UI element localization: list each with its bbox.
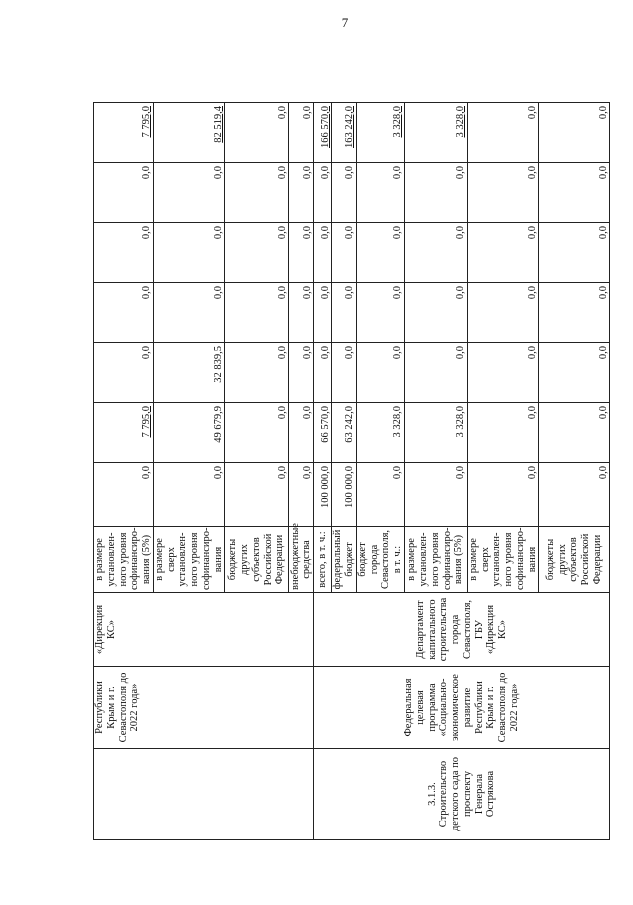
funding-source-cell [467,527,539,593]
funding-source-cell-text: внебюджетные средства [289,523,313,590]
value-cell-text: 0,0 [526,226,538,240]
value-cell-text: 0,0 [392,166,403,180]
value-cell [539,463,610,527]
value-cell-text: 0,0 [344,226,355,240]
value-cell-text: 0,0 [276,106,288,120]
value-cell [332,103,357,163]
value-cell-text: 3 328,0 [392,106,403,138]
value-cell [153,103,225,163]
value-cell-text: 3 328,0 [392,406,403,438]
value-cell-text: 7 795,0 [141,106,152,138]
value-cell-text: 0,0 [301,346,313,360]
value-cell-text: 49 679,9 [212,406,224,443]
value-cell [314,403,332,463]
value-cell [332,163,357,223]
value-cell [94,103,154,163]
funding-source-cell [94,527,154,593]
funding-source-cell [153,527,225,593]
value-cell [289,223,314,283]
value-cell-text: 0,0 [319,286,331,300]
value-cell [404,103,467,163]
value-cell [467,103,539,163]
value-cell-text: 0,0 [212,226,224,240]
funding-source-cell-text: всего, в т. ч.: [316,531,328,588]
value-cell-text: 0,0 [526,166,538,180]
value-cell-text: 0,0 [301,286,313,300]
value-cell-text: 0,0 [392,286,403,300]
funding-source-cell-text: бюджет города Севастополя, в т. ч.: [356,529,403,590]
value-cell [314,343,332,403]
value-cell [94,343,154,403]
value-cell [289,283,314,343]
value-cell [314,163,332,223]
event-cell [314,749,610,840]
value-cell [539,283,610,343]
executor-cell [314,593,610,667]
value-cell [314,103,332,163]
value-cell-text: 0,0 [344,286,355,300]
value-cell-text: 0,0 [319,166,331,180]
value-cell [153,403,225,463]
value-cell [94,283,154,343]
value-cell-text: 0,0 [597,346,609,360]
value-cell-text: 0,0 [141,166,152,180]
funding-source-cell-text: в размере установлен-ного уровня софинансиро-вания (5%) [406,527,465,590]
value-cell [153,163,225,223]
value-cell-text: 0,0 [597,226,609,240]
funding-source-cell [314,527,332,593]
value-cell-text: 0,0 [212,286,224,300]
value-cell-text: 0,0 [392,226,403,240]
value-cell [467,343,539,403]
value-cell-text: 0,0 [276,346,288,360]
value-cell [356,103,404,163]
value-cell-text: 0,0 [597,466,609,480]
value-cell [153,463,225,527]
executor-cell [94,593,314,667]
value-cell [153,283,225,343]
value-cell [225,103,289,163]
value-cell [404,403,467,463]
value-cell [94,403,154,463]
value-cell-text: 0,0 [392,466,403,480]
value-cell-text: 0,0 [526,406,538,420]
value-cell [356,343,404,403]
value-cell-text: 0,0 [141,286,152,300]
value-cell-text: 0,0 [455,166,466,180]
funding-source-cell [332,527,357,593]
value-cell [467,463,539,527]
value-cell-text: 0,0 [526,346,538,360]
funding-table [93,33,610,840]
funding-source-cell [356,527,404,593]
value-cell [153,343,225,403]
value-cell-text: 32 839,5 [212,346,224,383]
value-cell [153,223,225,283]
value-cell-text: 0,0 [301,166,313,180]
value-cell [404,163,467,223]
value-cell-text: 163 242,0 [344,106,355,148]
program-cell [314,667,610,749]
value-cell-text: 3 328,0 [455,106,466,138]
value-cell-text: 0,0 [212,166,224,180]
value-cell [314,283,332,343]
value-cell [356,463,404,527]
program-cell-text: Республики Крым и г. Севастополя до 2022 года» [94,672,141,743]
value-cell-text: 0,0 [597,406,609,420]
value-cell-text: 0,0 [455,466,466,480]
value-cell-text: 0,0 [276,406,288,420]
value-cell [404,283,467,343]
value-cell [289,403,314,463]
value-cell [467,283,539,343]
value-cell-text: 0,0 [301,466,313,480]
value-cell [539,403,610,463]
value-cell [539,163,610,223]
value-cell-text: 0,0 [597,106,609,120]
event-cell-text: 3.1.3. Строительство детского сада по проспекту Генерала Острякова [426,756,497,832]
funding-source-cell [289,523,314,593]
value-cell [356,283,404,343]
value-cell-text: 0,0 [141,346,152,360]
value-cell [467,403,539,463]
value-cell [225,223,289,283]
value-cell-text: 0,0 [455,346,466,360]
value-cell [94,223,154,283]
page-number: 7 [341,15,349,30]
value-cell-text: 66 570,0 [319,406,331,443]
value-cell-text: 7 795,0 [141,406,152,438]
program-cell-text: Федеральная целевая программа «Социально-экономическое развитие Республики Крым и г. Севастополя до 2022 года» [403,672,520,743]
funding-source-cell [225,527,289,593]
value-cell [225,283,289,343]
funding-source-cell-text: бюджеты других субъектов Российской Федерации [227,533,286,586]
value-cell-text: 3 328,0 [455,406,466,438]
value-cell-text: 0,0 [141,466,152,480]
table-row [94,34,154,840]
value-cell [467,163,539,223]
value-cell [332,403,357,463]
value-cell-text: 0,0 [455,226,466,240]
value-cell-text: 0,0 [319,346,331,360]
value-cell [356,163,404,223]
value-cell-text: 0,0 [597,166,609,180]
value-cell-text: 0,0 [276,166,288,180]
value-cell-text: 0,0 [276,286,288,300]
funding-source-cell-text: в размере сверх установлен-ного уровня софинансиро-вания [467,527,538,590]
table-row [314,34,332,840]
value-cell [289,163,314,223]
value-cell [314,463,332,527]
program-cell [94,667,314,749]
value-cell-text: 0,0 [141,226,152,240]
value-cell-text: 0,0 [301,226,313,240]
value-cell [332,223,357,283]
funding-source-cell-text: бюджеты других субъектов Российской Федерации [544,533,603,586]
value-cell-text: 0,0 [526,106,538,120]
value-cell [225,343,289,403]
value-cell [94,463,154,527]
value-cell [314,223,332,283]
executor-cell-text: Департамент капитального строительства города Севастополя, ГБУ «Дирекция КС» [414,597,508,662]
value-cell [404,223,467,283]
value-cell [356,223,404,283]
value-cell [332,343,357,403]
value-cell [332,283,357,343]
value-cell [539,223,610,283]
value-cell [332,463,357,527]
value-cell-text: 0,0 [526,286,538,300]
value-cell-text: 0,0 [276,466,288,480]
event-cell [94,749,314,840]
funding-source-cell-text: в размере установлен-ного уровня софинансиро-вания (5%) [94,527,152,590]
value-cell [467,223,539,283]
value-cell-text: 0,0 [455,286,466,300]
value-cell [225,463,289,527]
value-cell [94,163,154,223]
value-cell-text: 100 000,0 [344,466,355,508]
value-cell-text: 0,0 [344,346,355,360]
value-cell-text: 0,0 [212,466,224,480]
value-cell-text: 166 570,0 [319,106,331,148]
value-cell-text: 0,0 [301,406,313,420]
value-cell-text: 63 242,0 [344,406,355,443]
funding-source-cell [404,527,467,593]
executor-cell-text: «Дирекция КС» [94,604,117,655]
value-cell-text: 0,0 [597,286,609,300]
value-cell-text: 82 519,4 [212,106,224,143]
funding-source-cell-text: федеральный бюджет [332,529,355,590]
value-cell-text: 0,0 [276,226,288,240]
value-cell [289,343,314,403]
value-cell-text: 0,0 [301,106,313,120]
value-cell [404,343,467,403]
value-cell-text: 0,0 [392,346,403,360]
funding-source-cell [539,527,610,593]
rotated-table-container [93,34,609,840]
value-cell-text: 0,0 [526,466,538,480]
table-area [93,34,609,840]
funding-source-cell-text: в размере сверх установлен-ного уровня софинансиро-вания [153,527,224,590]
value-cell-text: 0,0 [319,226,331,240]
value-cell [539,343,610,403]
value-cell [404,463,467,527]
value-cell [356,403,404,463]
value-cell [225,163,289,223]
value-cell [225,403,289,463]
value-cell [289,463,314,527]
value-cell-text: 100 000,0 [319,466,331,508]
value-cell [289,103,314,163]
value-cell-text: 0,0 [344,166,355,180]
value-cell [539,103,610,163]
